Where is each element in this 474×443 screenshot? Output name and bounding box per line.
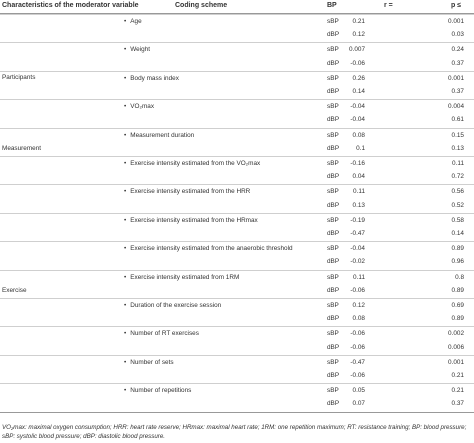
table-row [0, 156, 474, 170]
bp-cell: sBP [327, 302, 339, 309]
bullet-icon: • [124, 46, 127, 54]
r-cell: -0.06 [350, 343, 365, 351]
table-bottom-rule [0, 412, 474, 413]
p-cell: 0.13 [451, 144, 464, 152]
p-cell: 0.89 [451, 286, 464, 294]
r-cell: 0.08 [352, 131, 365, 139]
r-cell: -0.04 [350, 103, 365, 111]
coding-scheme-cell [124, 188, 250, 195]
p-cell: 0.52 [451, 201, 464, 209]
bullet-icon: • [124, 74, 127, 82]
table-row [0, 298, 474, 312]
coding-scheme-label: Number of RT exercises [130, 330, 199, 338]
coding-scheme-label: Weight [130, 46, 151, 54]
r-cell: 0.11 [353, 273, 365, 281]
bp-cell: sBP [327, 273, 339, 281]
table-row [0, 184, 474, 198]
r-cell: -0.06 [350, 330, 365, 338]
header-bp: BP [327, 2, 337, 9]
bp-cell: sBP [327, 216, 339, 224]
r-cell: -0.19 [350, 216, 365, 224]
coding-scheme-label: Exercise intensity estimated from the HRmax [130, 216, 258, 224]
p-cell: 0.03 [451, 31, 464, 39]
category-label: Exercise [2, 286, 27, 294]
table-row [0, 142, 474, 156]
coding-scheme-cell [124, 387, 191, 394]
p-cell: 0.002 [448, 330, 464, 338]
coding-scheme-label: Exercise intensity estimated from the anaerobic threshold [130, 245, 293, 253]
bullet-icon: • [124, 245, 127, 253]
table-row [0, 213, 474, 227]
coding-scheme-cell [124, 330, 199, 337]
r-cell: 0.26 [352, 74, 365, 82]
r-cell: 0.12 [352, 31, 365, 39]
header-r: r = [384, 2, 393, 9]
p-cell: 0.21 [451, 387, 464, 395]
p-cell: 0.96 [451, 258, 464, 266]
r-cell: -0.47 [350, 230, 365, 237]
table-footnote: VO₂max: maximal oxygen consumption; HRR: heart rate reserve; HRmax: maximal heart rate; 1RM: one repetition maximum; RT: resistance training; BP: blood pressure; sBP: systolic blood pressure; dBP: diastolic blood pressure. [2, 424, 467, 440]
r-cell: -0.47 [350, 358, 365, 366]
p-cell: 0.58 [451, 216, 464, 224]
coding-scheme-cell [124, 132, 194, 139]
table-row [0, 270, 474, 284]
category-label: Participants [2, 73, 36, 81]
bp-cell: sBP [327, 46, 339, 54]
coding-scheme-label: Body mass index [130, 74, 179, 82]
p-cell: 0.004 [448, 103, 464, 111]
table-row [0, 383, 474, 397]
bullet-icon: • [124, 330, 127, 338]
coding-scheme-cell [124, 46, 150, 53]
r-cell: 0.13 [352, 201, 365, 209]
r-cell: 0.21 [352, 18, 365, 25]
coding-scheme-cell [124, 217, 258, 224]
r-cell: -0.06 [350, 286, 365, 294]
bp-cell: dBP [327, 201, 340, 209]
bp-cell: sBP [327, 330, 339, 338]
table-row [0, 170, 474, 184]
bp-cell: sBP [327, 18, 339, 25]
bullet-icon: • [124, 273, 127, 281]
p-cell: 0.21 [451, 372, 464, 379]
r-cell: -0.06 [350, 372, 365, 379]
bp-cell: dBP [327, 31, 340, 39]
p-cell: 0.61 [451, 116, 464, 124]
bp-cell: sBP [327, 387, 339, 395]
p-cell: 0.11 [452, 160, 464, 167]
r-cell: 0.14 [352, 88, 365, 95]
coding-scheme-cell [124, 274, 239, 281]
r-cell: 0.07 [352, 400, 365, 408]
r-cell: 0.08 [352, 315, 365, 323]
p-cell: 0.56 [451, 188, 464, 196]
r-cell: 0.05 [352, 387, 365, 395]
coding-scheme-label: Duration of the exercise session [130, 302, 222, 309]
table-row [0, 71, 474, 85]
coding-scheme-cell [124, 245, 293, 252]
bullet-icon: • [124, 160, 127, 167]
table-row [0, 255, 474, 269]
bp-cell: sBP [327, 74, 339, 82]
bullet-icon: • [124, 387, 127, 395]
table-row [0, 341, 474, 355]
table-row [0, 355, 474, 369]
bp-cell: sBP [327, 103, 339, 111]
p-cell: 0.001 [448, 358, 464, 366]
table-row [0, 369, 474, 383]
table-row [0, 326, 474, 340]
table-row [0, 85, 474, 99]
p-cell: 0.14 [451, 230, 464, 237]
table-row [0, 227, 474, 241]
coding-scheme-cell [124, 103, 154, 110]
bp-cell: dBP [327, 400, 340, 408]
p-cell: 0.24 [451, 46, 464, 54]
bp-cell: dBP [327, 258, 340, 266]
header-coding-scheme: Coding scheme [175, 2, 228, 9]
bp-cell: sBP [327, 188, 339, 196]
table-row [0, 14, 474, 28]
coding-scheme-label: Exercise intensity estimated from the HRR [130, 188, 251, 196]
bp-cell: dBP [327, 286, 340, 294]
r-cell: 0.1 [356, 144, 365, 152]
bp-cell: dBP [327, 116, 340, 124]
coding-scheme-cell [124, 359, 174, 366]
table-row [0, 42, 474, 56]
coding-scheme-label: Number of repetitions [130, 387, 192, 395]
bullet-icon: • [124, 216, 127, 224]
bullet-icon: • [124, 358, 127, 366]
category-label: Measurement [2, 144, 42, 152]
r-cell: 0.12 [352, 302, 365, 309]
r-cell: 0.11 [353, 188, 365, 196]
p-cell: 0.001 [448, 74, 464, 82]
p-cell: 0.15 [451, 131, 464, 139]
bp-cell: dBP [327, 343, 340, 351]
p-cell: 0.001 [448, 18, 464, 25]
bp-cell: sBP [327, 245, 339, 253]
header-p: p ≤ [451, 2, 462, 9]
r-cell: -0.16 [350, 160, 365, 167]
table-row [0, 312, 474, 326]
bullet-icon: • [124, 103, 127, 111]
bp-cell: dBP [327, 144, 340, 152]
bp-cell: dBP [327, 315, 340, 323]
bp-cell: sBP [327, 358, 339, 366]
r-cell: -0.06 [350, 59, 365, 67]
r-cell: -0.04 [350, 245, 365, 253]
p-cell: 0.37 [451, 88, 464, 95]
p-cell: 0.89 [451, 245, 464, 253]
p-cell: 0.37 [451, 400, 464, 408]
bp-cell: dBP [327, 59, 340, 67]
table-row [0, 128, 474, 142]
coding-scheme-label: Number of sets [130, 358, 174, 366]
p-cell: 0.89 [451, 315, 464, 323]
bp-cell: sBP [327, 160, 339, 167]
table-row [0, 28, 474, 42]
r-cell: 0.007 [349, 46, 365, 54]
r-cell: -0.04 [350, 116, 365, 124]
p-cell: 0.8 [455, 273, 464, 281]
bp-cell: sBP [327, 131, 339, 139]
coding-scheme-cell [124, 160, 260, 167]
table-row [0, 199, 474, 213]
bp-cell: dBP [327, 173, 340, 181]
coding-scheme-label: VO₂max [130, 103, 155, 111]
coding-scheme-label: Exercise intensity estimated from 1RM [130, 273, 240, 281]
table-row [0, 397, 474, 411]
coding-scheme-cell [124, 18, 142, 25]
p-cell: 0.006 [448, 343, 464, 351]
table-row [0, 57, 474, 71]
bp-cell: dBP [327, 230, 340, 237]
coding-scheme-cell [124, 302, 221, 309]
table-row [0, 99, 474, 113]
bullet-icon: • [124, 18, 127, 25]
p-cell: 0.37 [451, 59, 464, 67]
r-cell: -0.02 [350, 258, 365, 266]
coding-scheme-label: Measurement duration [130, 131, 195, 139]
table-row [0, 113, 474, 127]
bullet-icon: • [124, 302, 127, 309]
bullet-icon: • [124, 131, 127, 139]
coding-scheme-label: Age [130, 18, 142, 25]
p-cell: 0.69 [451, 302, 464, 309]
bp-cell: dBP [327, 372, 340, 379]
p-cell: 0.72 [451, 173, 464, 181]
table-row [0, 241, 474, 255]
table-row [0, 284, 474, 298]
table-header [0, 0, 474, 14]
r-cell: 0.04 [352, 173, 365, 181]
header-characteristics: Characteristics of the moderator variable [2, 2, 139, 9]
bp-cell: dBP [327, 88, 340, 95]
coding-scheme-cell [124, 75, 179, 82]
bullet-icon: • [124, 188, 127, 196]
coding-scheme-label: Exercise intensity estimated from the VO₂max [130, 160, 261, 167]
